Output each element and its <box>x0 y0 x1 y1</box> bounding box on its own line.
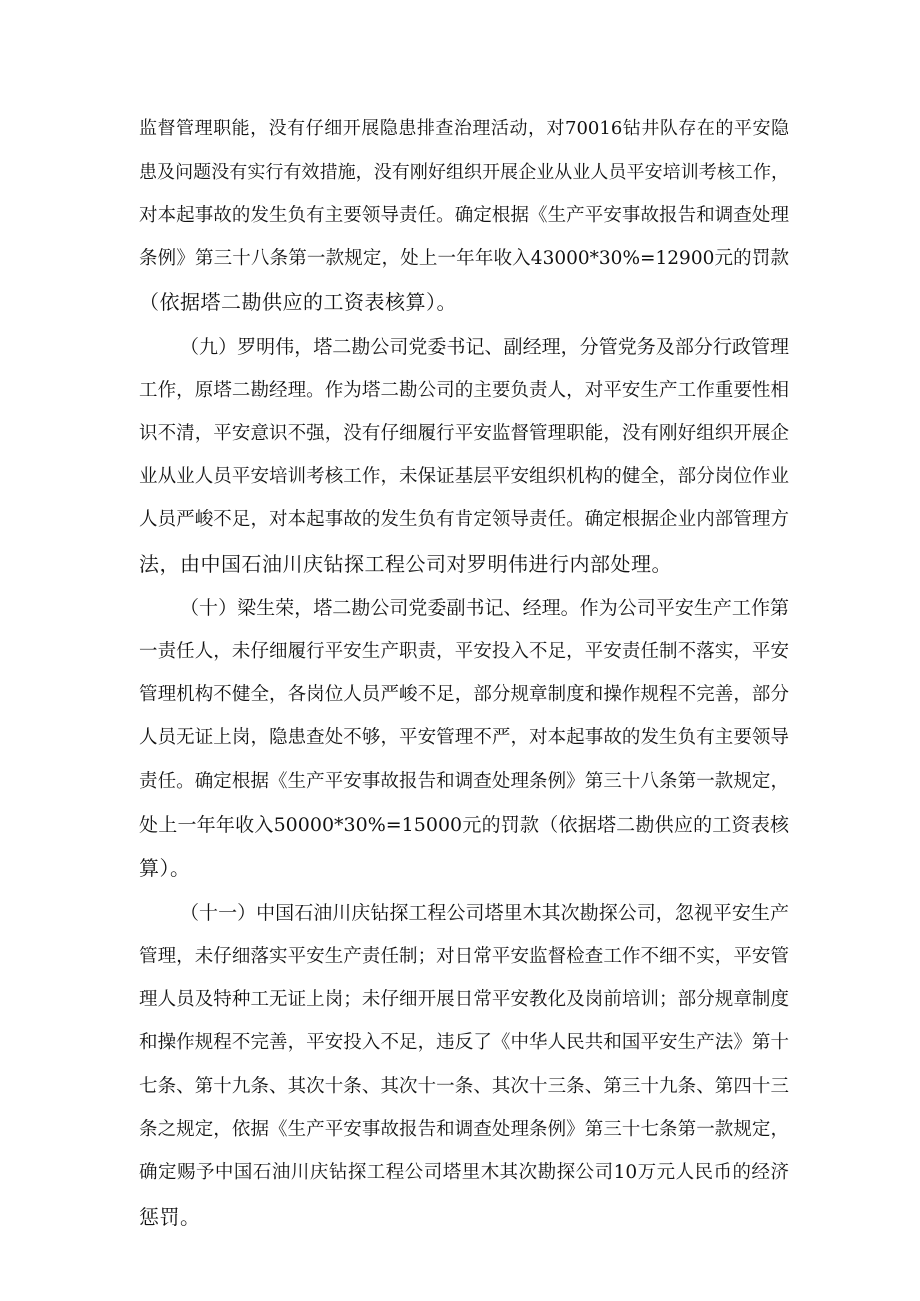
text-line: 条例》第三十八条第一款规定，处上一年年收入43000*30%=12900元的罚款 <box>139 248 789 269</box>
text-line: 对本起事故的发生负有主要领导责任。确定根据《生产平安事故报告和调查处理 <box>139 205 789 226</box>
text-line: 工作，原塔二勘经理。作为塔二勘公司的主要负责人，对平安生产工作重要性相 <box>139 380 789 401</box>
text-line: 算）。 <box>139 856 191 880</box>
text-line: 一责任人，未仔细履行平安生产职责，平安投入不足，平安责任制不落实，平安 <box>139 641 789 662</box>
text-line: 确定赐予中国石油川庆钻探工程公司塔里木其次勘探公司10万元人民币的经济 <box>139 1162 789 1183</box>
text-line: 责任。确定根据《生产平安事故报告和调查处理条例》第三十八条第一款规定， <box>139 771 789 792</box>
text-line: 人员无证上岗，隐患查处不够，平安管理不严，对本起事故的发生负有主要领导 <box>139 727 789 748</box>
text-line: 惩罚。 <box>139 1205 201 1229</box>
text-line: 业从业人员平安培训考核工作，未保证基层平安组织机构的健全，部分岗位作业 <box>139 466 789 487</box>
text-line: （十一）中国石油川庆钻探工程公司塔里木其次勘探公司，忽视平安生产 <box>180 902 789 924</box>
text-line: 人员严峻不足，对本起事故的发生负有肯定领导责任。确定根据企业内部管理方 <box>139 509 789 530</box>
text-line: （九）罗明伟，塔二勘公司党委书记、副经理，分管党务及部分行政管理 <box>180 336 789 358</box>
text-line: 管理机构不健全，各岗位人员严峻不足，部分规章制度和操作规程不完善，部分 <box>139 684 789 705</box>
text-line: 条之规定，依据《生产平安事故报告和调查处理条例》第三十七条第一款规定， <box>139 1119 789 1140</box>
text-line: 识不清，平安意识不强，没有仔细履行平安监督管理职能，没有刚好组织开展企 <box>139 423 789 444</box>
text-line: 七条、第十九条、其次十条、其次十一条、其次十三条、第三十九条、第四十三 <box>139 1076 789 1097</box>
text-line: 患及问题没有实行有效措施，没有刚好组织开展企业从业人员平安培训考核工作， <box>139 162 789 183</box>
text-line: 和操作规程不完善，平安投入不足，违反了《中华人民共和国平安生产法》第十 <box>139 1032 789 1053</box>
text-line: （依据塔二勘供应的工资表核算）。 <box>139 290 457 314</box>
text-line: 处上一年年收入50000*30%=15000元的罚款（依据塔二勘供应的工资表核 <box>139 814 789 836</box>
text-line: （十）梁生荣，塔二勘公司党委副书记、经理。作为公司平安生产工作第 <box>180 597 789 619</box>
text-line: 管理，未仔细落实平安生产责任制；对日常平安监督检查工作不细不实，平安管 <box>139 946 789 967</box>
text-line: 理人员及特种工无证上岗；未仔细开展日常平安教化及岗前培训；部分规章制度 <box>139 989 789 1010</box>
text-line: 监督管理职能，没有仔细开展隐患排查治理活动，对70016钻井队存在的平安隐 <box>139 118 789 139</box>
text-line: 法，由中国石油川庆钻探工程公司对罗明伟进行内部处理。 <box>139 552 672 576</box>
